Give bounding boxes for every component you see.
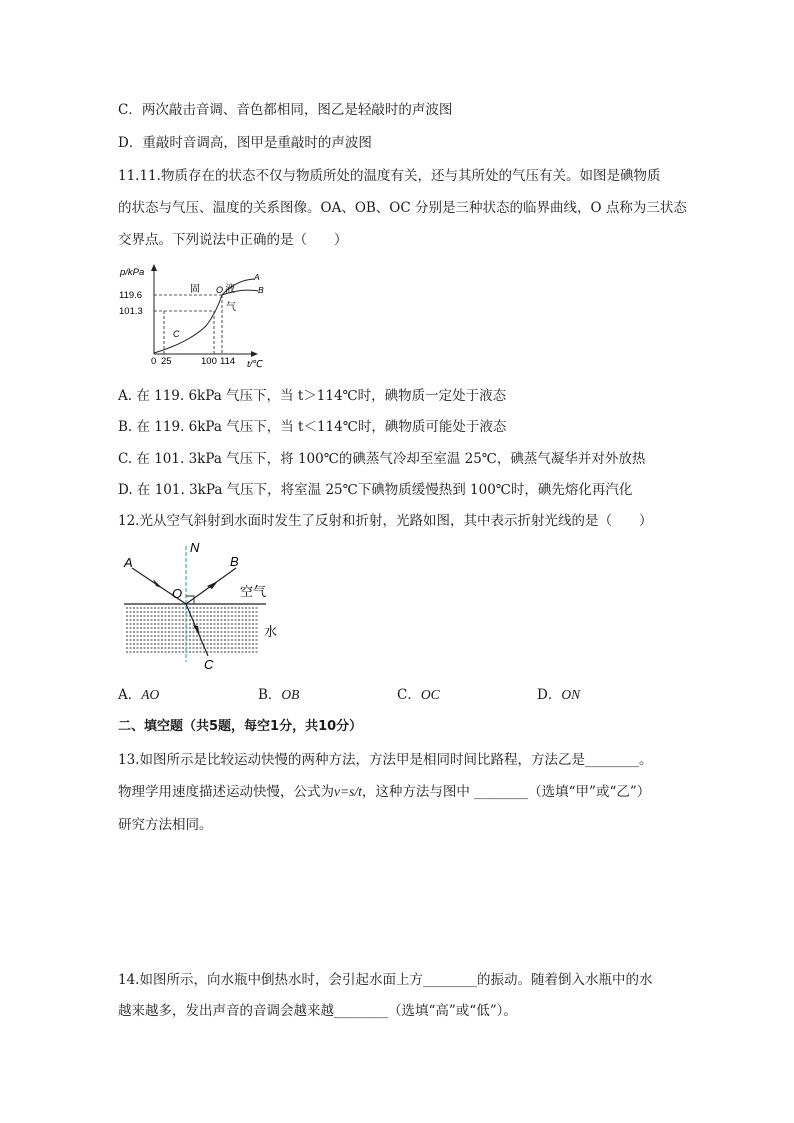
q12-option-b-prefix: B．	[258, 687, 282, 703]
prev-option-c: C．两次敲击音调、音色都相同，图乙是轻敲时的声波图	[118, 102, 453, 118]
q12-option-d-prefix: D．	[537, 687, 562, 703]
q13-line3: 研究方法相同。	[118, 817, 213, 833]
region-liquid-label: 液	[225, 284, 235, 295]
q12-option-b	[258, 686, 299, 704]
y-tick-119: 119.6	[119, 290, 143, 301]
curve-a-label: A	[254, 272, 260, 282]
q12-option-a-value: AO	[141, 687, 160, 702]
q13-line2	[118, 783, 650, 801]
q13-line2-start: 物理学用速度描述运动快慢，公式为	[118, 784, 334, 800]
x-tick-0: 0	[151, 356, 157, 367]
label-b: B	[230, 554, 239, 569]
region-gas-label: 气	[226, 302, 236, 313]
q12-option-d	[537, 686, 580, 704]
q11-option-d: D. 在 101. 3kPa 气压下，将室温 25℃下碘物质缓慢热到 100℃时，碘先熔化再汽化	[118, 482, 633, 498]
label-water: 水	[264, 624, 278, 639]
prev-option-d: D．重敲时音调高，图甲是重敲时的声波图	[118, 135, 372, 151]
q12-option-c-prefix: C．	[397, 687, 421, 703]
q12-option-b-value: OB	[281, 687, 300, 702]
q12-option-c-value: OC	[420, 687, 440, 702]
x-tick-100: 100	[201, 356, 217, 367]
q12-option-c	[397, 686, 440, 704]
x-tick-25: 25	[161, 356, 172, 367]
q11-stem-line2: 的状态与气压、温度的关系图像。OA、OB、OC 分别是三种状态的临界曲线，O 点称为三状态	[118, 200, 687, 216]
phase-diagram	[118, 258, 263, 370]
q13-formula: v=s/t	[334, 784, 362, 799]
q11-option-b: B. 在 119. 6kPa 气压下，当 t＜114℃时，碘物质可能处于液态	[118, 419, 507, 435]
q11-stem-line1: 11.11.物质存在的状态不仅与物质所处的温度有关，还与其所处的气压有关。如图是碘物质	[118, 168, 661, 184]
q14-line2: 越来越多，发出声音的音调会越来越________（选填“高”或“低”）。	[118, 1003, 517, 1019]
section-heading: 二、填空题（共5题，每空1分，共10分）	[118, 719, 363, 734]
q11-option-a: A. 在 119. 6kPa 气压下，当 t＞114℃时，碘物质一定处于液态	[118, 388, 507, 404]
q12-option-d-value: ON	[561, 687, 581, 702]
x-axis-arrow	[251, 351, 258, 357]
y-tick-101: 101.3	[119, 306, 143, 317]
q12-option-a-prefix: A．	[118, 687, 142, 703]
x-axis-label: t/℃	[247, 359, 263, 370]
q11-stem-line3: 交界点。下列说法中正确的是（ ）	[118, 232, 348, 248]
light-path-diagram	[118, 538, 288, 673]
q11-option-c: C. 在 101. 3kPa 气压下，将 100℃的碘蒸气冷却至室温 25℃，碘蒸气凝华并对外放热	[118, 451, 646, 467]
point-o-label: O	[216, 285, 224, 295]
label-air: 空气	[240, 584, 267, 599]
label-c: C	[204, 657, 214, 672]
q13-line2-end: ，这种方法与图中 ________（选填“甲”或“乙”）	[361, 784, 651, 800]
y-axis-arrow	[151, 264, 157, 271]
q13-line1: 13.如图所示是比较运动快慢的两种方法，方法甲是相同时间比路程，方法乙是________。	[118, 752, 653, 768]
label-n: N	[190, 540, 200, 555]
curve-b-label: B	[258, 285, 264, 295]
y-axis-label: p/kPa	[120, 267, 145, 278]
x-tick-114: 114	[220, 356, 236, 367]
q12-option-a	[118, 686, 159, 704]
label-a: A	[124, 555, 133, 570]
label-o: O	[172, 586, 183, 601]
water-region	[126, 608, 258, 652]
q14-line1: 14.如图所示，向水瓶中倒热水时，会引起水面上方________的振动。随着倒入水瓶中的水	[118, 972, 653, 988]
region-solid-label: 固	[190, 284, 200, 295]
curve-c-label: C	[173, 329, 180, 339]
q12-stem: 12.光从空气斜射到水面时发生了反射和折射，光路如图，其中表示折射光线的是（ ）	[118, 513, 653, 529]
